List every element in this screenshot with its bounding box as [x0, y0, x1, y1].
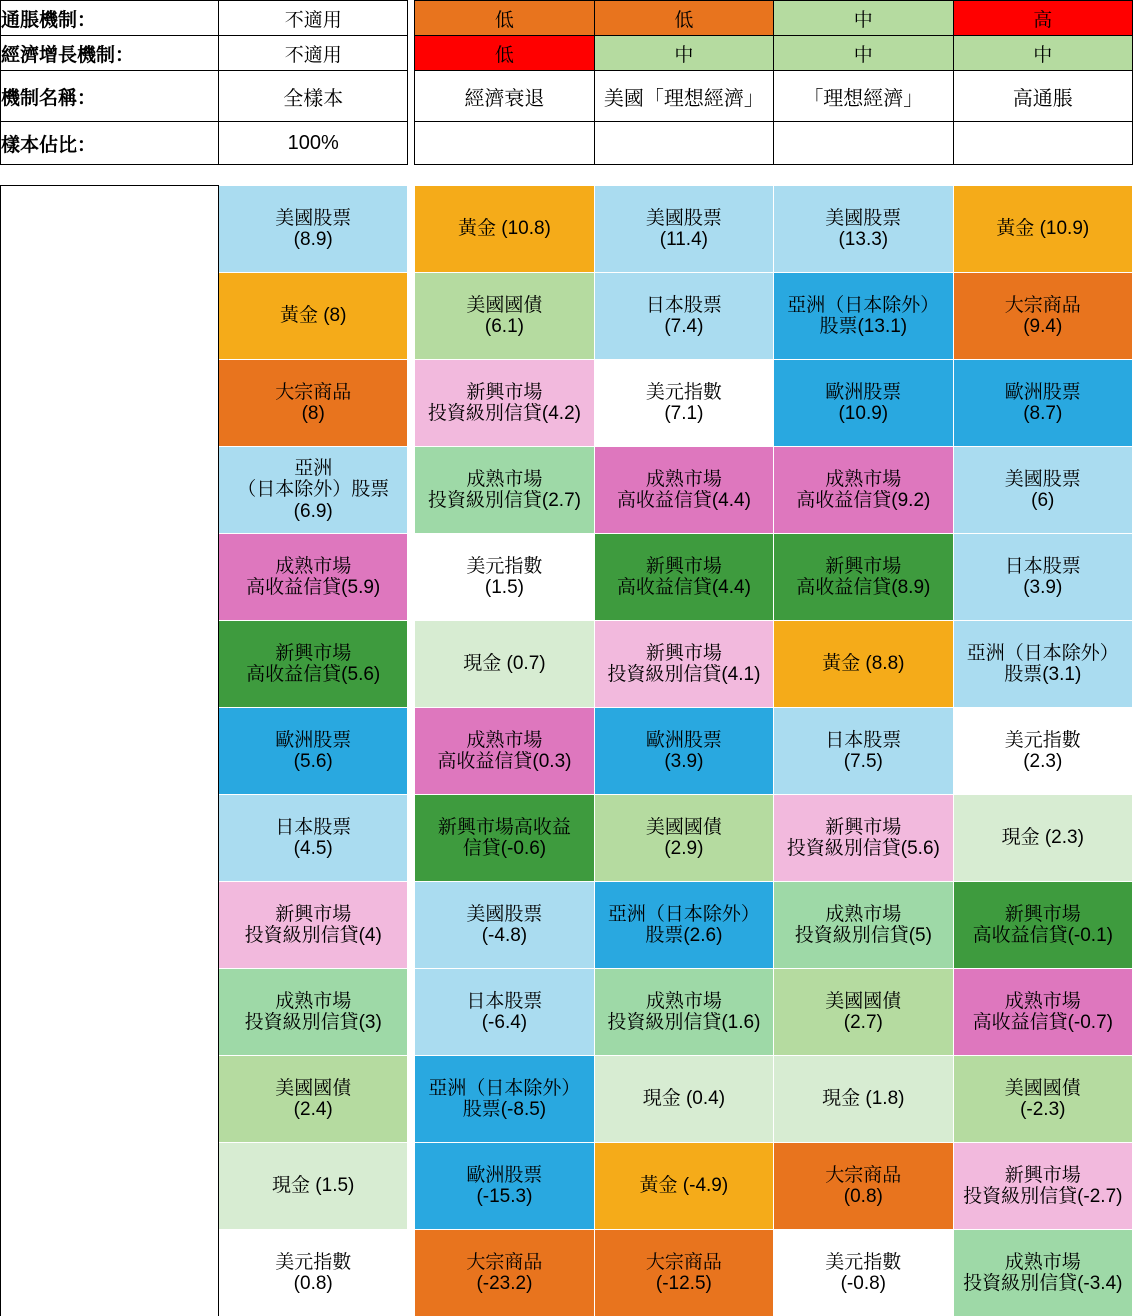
asset-value: (7.4) [664, 316, 704, 337]
asset-cell [594, 795, 773, 882]
asset-value: 股票(-8.5) [462, 1099, 547, 1120]
asset-value: (4.5) [293, 838, 333, 859]
regime-header-table [0, 0, 1133, 165]
asset-cell [774, 186, 953, 273]
asset-name: 亞洲（日本除外） [607, 903, 760, 925]
asset-value: (7.1) [664, 403, 704, 424]
regime-name-3: 「理想經濟」 [774, 71, 953, 122]
asset-cell [953, 273, 1132, 360]
asset-name: 成熟市場 [466, 468, 543, 490]
sample-share-1 [415, 122, 594, 165]
asset-name: 大宗商品 [466, 1251, 543, 1273]
sample-share-0: 100% [219, 122, 408, 165]
spacer [408, 1, 415, 36]
asset-value: (2.7) [843, 1012, 883, 1033]
asset-name: 成熟市場 [645, 990, 722, 1012]
asset-name: 歐洲股票 [466, 1164, 543, 1186]
asset-name: 美元指數 [1004, 729, 1081, 751]
asset-cell [415, 186, 594, 273]
asset-name: 黃金 (10.8) [457, 218, 551, 240]
asset-value: (6) [1031, 490, 1055, 511]
asset-value: (-23.2) [476, 1273, 533, 1294]
inflation-regime-label: 通脹機制： [1, 1, 219, 36]
asset-name: 新興市場 [275, 903, 352, 925]
asset-name: 美國股票 [645, 207, 722, 229]
asset-cell [774, 1143, 953, 1230]
asset-value: 投資級別信貸(5) [794, 925, 932, 946]
asset-cell [774, 1056, 953, 1143]
asset-name: 美元指數 [466, 555, 543, 577]
asset-cell [774, 708, 953, 795]
asset-name: 黃金 (10.9) [996, 218, 1090, 240]
asset-name: 美國股票 [1004, 468, 1081, 490]
sample-share-4 [953, 122, 1132, 165]
asset-cell [953, 360, 1132, 447]
asset-value: 高收益信貸(-0.1) [972, 925, 1113, 946]
spacer [408, 36, 415, 71]
growth-regime-label: 經濟增長機制： [1, 36, 219, 71]
asset-cell [953, 1056, 1132, 1143]
regime-name-row [1, 71, 1133, 122]
asset-cell [594, 1143, 773, 1230]
asset-name: 歐洲股票 [275, 729, 352, 751]
asset-value: (1.5) [484, 577, 524, 598]
asset-value: 投資級別信貸(3) [244, 1012, 382, 1033]
asset-value: (-15.3) [476, 1186, 533, 1207]
asset-cell [594, 882, 773, 969]
asset-cell [219, 795, 408, 882]
asset-value: 高收益信貸(5.9) [246, 577, 381, 598]
asset-value: (0.8) [843, 1186, 883, 1207]
asset-cell [953, 534, 1132, 621]
asset-value: (-2.3) [1020, 1099, 1066, 1120]
asset-name: 美國股票 [825, 207, 902, 229]
regime-name-1: 經濟衰退 [415, 71, 594, 122]
asset-cell [774, 882, 953, 969]
asset-name: 亞洲（日本除外） [787, 294, 940, 316]
asset-cell [594, 273, 773, 360]
asset-value: 高收益信貸(4.4) [616, 577, 751, 598]
asset-value: 股票(13.1) [819, 316, 908, 337]
growth-regime-row [1, 36, 1133, 71]
asset-value: 投資級別信貸(4.2) [427, 403, 581, 424]
asset-cell [774, 447, 953, 534]
regime-name-2: 美國「理想經濟」 [594, 71, 773, 122]
growth-cell-1: 低 [415, 36, 594, 71]
asset-name: 成熟市場 [275, 990, 352, 1012]
asset-value: (5.6) [293, 751, 333, 772]
asset-value: 高收益信貸(9.2) [796, 490, 931, 511]
asset-cell [953, 1230, 1132, 1316]
asset-name: 日本股票 [1004, 555, 1081, 577]
asset-name: 大宗商品 [275, 381, 352, 403]
sample-share-label: 樣本佔比： [1, 122, 219, 165]
asset-name: 成熟市場 [1004, 1251, 1081, 1273]
asset-name: 新興市場 [466, 381, 543, 403]
asset-cell [415, 447, 594, 534]
inflation-cell-0: 不適用 [219, 1, 408, 36]
asset-cell [594, 1056, 773, 1143]
asset-cell [219, 1056, 408, 1143]
asset-name: 新興市場 [645, 555, 722, 577]
asset-cell [774, 360, 953, 447]
asset-name: 新興市場 [1004, 903, 1081, 925]
asset-cell [415, 1230, 594, 1316]
regime-name-4: 高通脹 [953, 71, 1132, 122]
growth-cell-0: 不適用 [219, 36, 408, 71]
asset-name: 現金 (2.3) [1001, 827, 1084, 849]
asset-name: 新興市場 [645, 642, 722, 664]
asset-name: 新興市場高收益 [437, 816, 571, 838]
asset-value: (-0.8) [840, 1273, 887, 1294]
asset-value: (3.9) [664, 751, 704, 772]
asset-value: 投資級別信貸(-3.4) [963, 1273, 1123, 1294]
asset-value: 投資級別信貸(2.7) [427, 490, 581, 511]
asset-cell [594, 447, 773, 534]
asset-value: (-4.8) [481, 925, 528, 946]
asset-value: 高收益信貸(0.3) [437, 751, 572, 772]
asset-cell [415, 708, 594, 795]
asset-ranking-table [0, 185, 1133, 1316]
asset-cell [774, 621, 953, 708]
sample-share-2 [594, 122, 773, 165]
asset-value: (9.4) [1023, 316, 1063, 337]
asset-value: (-12.5) [655, 1273, 712, 1294]
asset-name: 成熟市場 [825, 903, 902, 925]
asset-cell [415, 534, 594, 621]
asset-name: 美元指數 [645, 381, 722, 403]
asset-cell [953, 186, 1132, 273]
asset-name: 美國國債 [645, 816, 722, 838]
asset-cell [415, 969, 594, 1056]
asset-name: 現金 (1.8) [822, 1088, 905, 1110]
asset-cell [594, 534, 773, 621]
asset-value: (2.3) [1023, 751, 1063, 772]
asset-name: 大宗商品 [825, 1164, 902, 1186]
asset-cell [594, 708, 773, 795]
asset-cell [953, 969, 1132, 1056]
asset-cell [953, 447, 1132, 534]
asset-name: 美國國債 [825, 990, 902, 1012]
asset-cell [219, 360, 408, 447]
asset-cell [594, 1230, 773, 1316]
asset-name: 美國股票 [466, 903, 543, 925]
asset-cell [594, 360, 773, 447]
asset-cell [219, 534, 408, 621]
asset-name: 美國國債 [466, 294, 543, 316]
asset-name: 美國股票 [275, 207, 352, 229]
asset-cell [219, 708, 408, 795]
inflation-cell-3: 中 [774, 1, 953, 36]
asset-name: 美國國債 [275, 1077, 352, 1099]
asset-value: （日本除外）股票(6.9) [237, 479, 390, 522]
asset-cell [774, 795, 953, 882]
asset-cell [415, 273, 594, 360]
asset-cell [219, 1143, 408, 1230]
asset-value: (10.9) [838, 403, 889, 424]
asset-value: 股票(3.1) [1004, 664, 1082, 685]
left-margin-cell [1, 186, 219, 1316]
asset-name: 成熟市場 [825, 468, 902, 490]
asset-cell [219, 186, 408, 273]
asset-value: (8) [301, 403, 325, 424]
asset-value: (6.1) [484, 316, 524, 337]
asset-name: 成熟市場 [466, 729, 543, 751]
asset-cell [219, 882, 408, 969]
asset-cell [219, 621, 408, 708]
regime-name-label: 機制名稱： [1, 71, 219, 122]
asset-name: 亞洲 [294, 458, 333, 480]
asset-name: 日本股票 [275, 816, 352, 838]
asset-value: (13.3) [838, 229, 889, 250]
asset-cell [219, 969, 408, 1056]
asset-cell [594, 621, 773, 708]
inflation-cell-4: 高 [953, 1, 1132, 36]
asset-name: 歐洲股票 [645, 729, 722, 751]
asset-name: 大宗商品 [645, 1251, 722, 1273]
asset-cell [415, 360, 594, 447]
asset-value: (-6.4) [481, 1012, 528, 1033]
asset-name: 日本股票 [825, 729, 902, 751]
asset-name: 現金 (0.4) [642, 1088, 726, 1110]
spacer [408, 186, 415, 1316]
asset-cell [219, 1230, 408, 1316]
growth-cell-2: 中 [594, 36, 773, 71]
asset-name: 美國國債 [1004, 1077, 1081, 1099]
asset-value: 股票(2.6) [645, 925, 723, 946]
spacer [408, 71, 415, 122]
asset-name: 日本股票 [645, 294, 722, 316]
asset-name: 新興市場 [825, 816, 902, 838]
asset-value: 投資級別信貸(-2.7) [963, 1186, 1123, 1207]
asset-name: 美元指數 [825, 1251, 902, 1273]
asset-name: 現金 (0.7) [463, 653, 546, 675]
growth-cell-4: 中 [953, 36, 1132, 71]
inflation-cell-1: 低 [415, 1, 594, 36]
spacer [408, 122, 415, 165]
asset-cell [774, 273, 953, 360]
asset-cell [953, 708, 1132, 795]
asset-name: 美元指數 [275, 1251, 352, 1273]
asset-name: 成熟市場 [275, 555, 352, 577]
asset-cell [774, 969, 953, 1056]
asset-cell [415, 795, 594, 882]
asset-value: (2.4) [293, 1099, 333, 1120]
asset-cell [415, 1143, 594, 1230]
asset-value: 高收益信貸(5.6) [246, 664, 381, 685]
asset-cell [774, 1230, 953, 1316]
asset-name: 日本股票 [466, 990, 543, 1012]
asset-cell [415, 882, 594, 969]
asset-value: (3.9) [1023, 577, 1063, 598]
asset-value: (7.5) [843, 751, 883, 772]
inflation-regime-row [1, 1, 1133, 36]
asset-cell [219, 447, 408, 534]
asset-cell [953, 882, 1132, 969]
asset-name: 亞洲（日本除外） [428, 1077, 581, 1099]
asset-value: (8.7) [1023, 403, 1063, 424]
asset-cell [594, 186, 773, 273]
asset-name: 新興市場 [275, 642, 352, 664]
asset-name: 新興市場 [1004, 1164, 1081, 1186]
asset-cell [953, 795, 1132, 882]
asset-value: 投資級別信貸(5.6) [786, 838, 940, 859]
asset-name: 黃金 (8.8) [822, 653, 905, 675]
asset-value: (0.8) [293, 1273, 333, 1294]
asset-cell [774, 534, 953, 621]
asset-cell [953, 1143, 1132, 1230]
asset-value: 高收益信貸(4.4) [616, 490, 751, 511]
asset-value: 高收益信貸(-0.7) [972, 1012, 1113, 1033]
asset-name: 歐洲股票 [825, 381, 902, 403]
asset-name: 黃金 (8) [279, 305, 347, 327]
asset-name: 成熟市場 [645, 468, 722, 490]
growth-cell-3: 中 [774, 36, 953, 71]
asset-name: 黃金 (-4.9) [639, 1175, 729, 1197]
asset-cell [953, 621, 1132, 708]
asset-name: 亞洲（日本除外） [966, 642, 1119, 664]
asset-name: 新興市場 [825, 555, 902, 577]
inflation-cell-2: 低 [594, 1, 773, 36]
asset-cell [415, 1056, 594, 1143]
asset-cell [415, 621, 594, 708]
asset-name: 成熟市場 [1004, 990, 1081, 1012]
asset-value: 信貸(-0.6) [462, 838, 547, 859]
asset-value: (2.9) [664, 838, 704, 859]
asset-name: 歐洲股票 [1004, 381, 1081, 403]
sample-share-row [1, 122, 1133, 165]
asset-value: (8.9) [293, 229, 333, 250]
asset-value: 投資級別信貸(4) [244, 925, 382, 946]
asset-name: 大宗商品 [1004, 294, 1081, 316]
sample-share-3 [774, 122, 953, 165]
asset-value: (11.4) [659, 229, 708, 250]
asset-cell [219, 273, 408, 360]
asset-value: 投資級別信貸(1.6) [607, 1012, 761, 1033]
regime-name-0: 全樣本 [219, 71, 408, 122]
asset-value: 高收益信貸(8.9) [796, 577, 931, 598]
ranking-row [1, 186, 1133, 273]
asset-name: 現金 (1.5) [272, 1175, 355, 1197]
asset-value: 投資級別信貸(4.1) [607, 664, 761, 685]
asset-cell [594, 969, 773, 1056]
